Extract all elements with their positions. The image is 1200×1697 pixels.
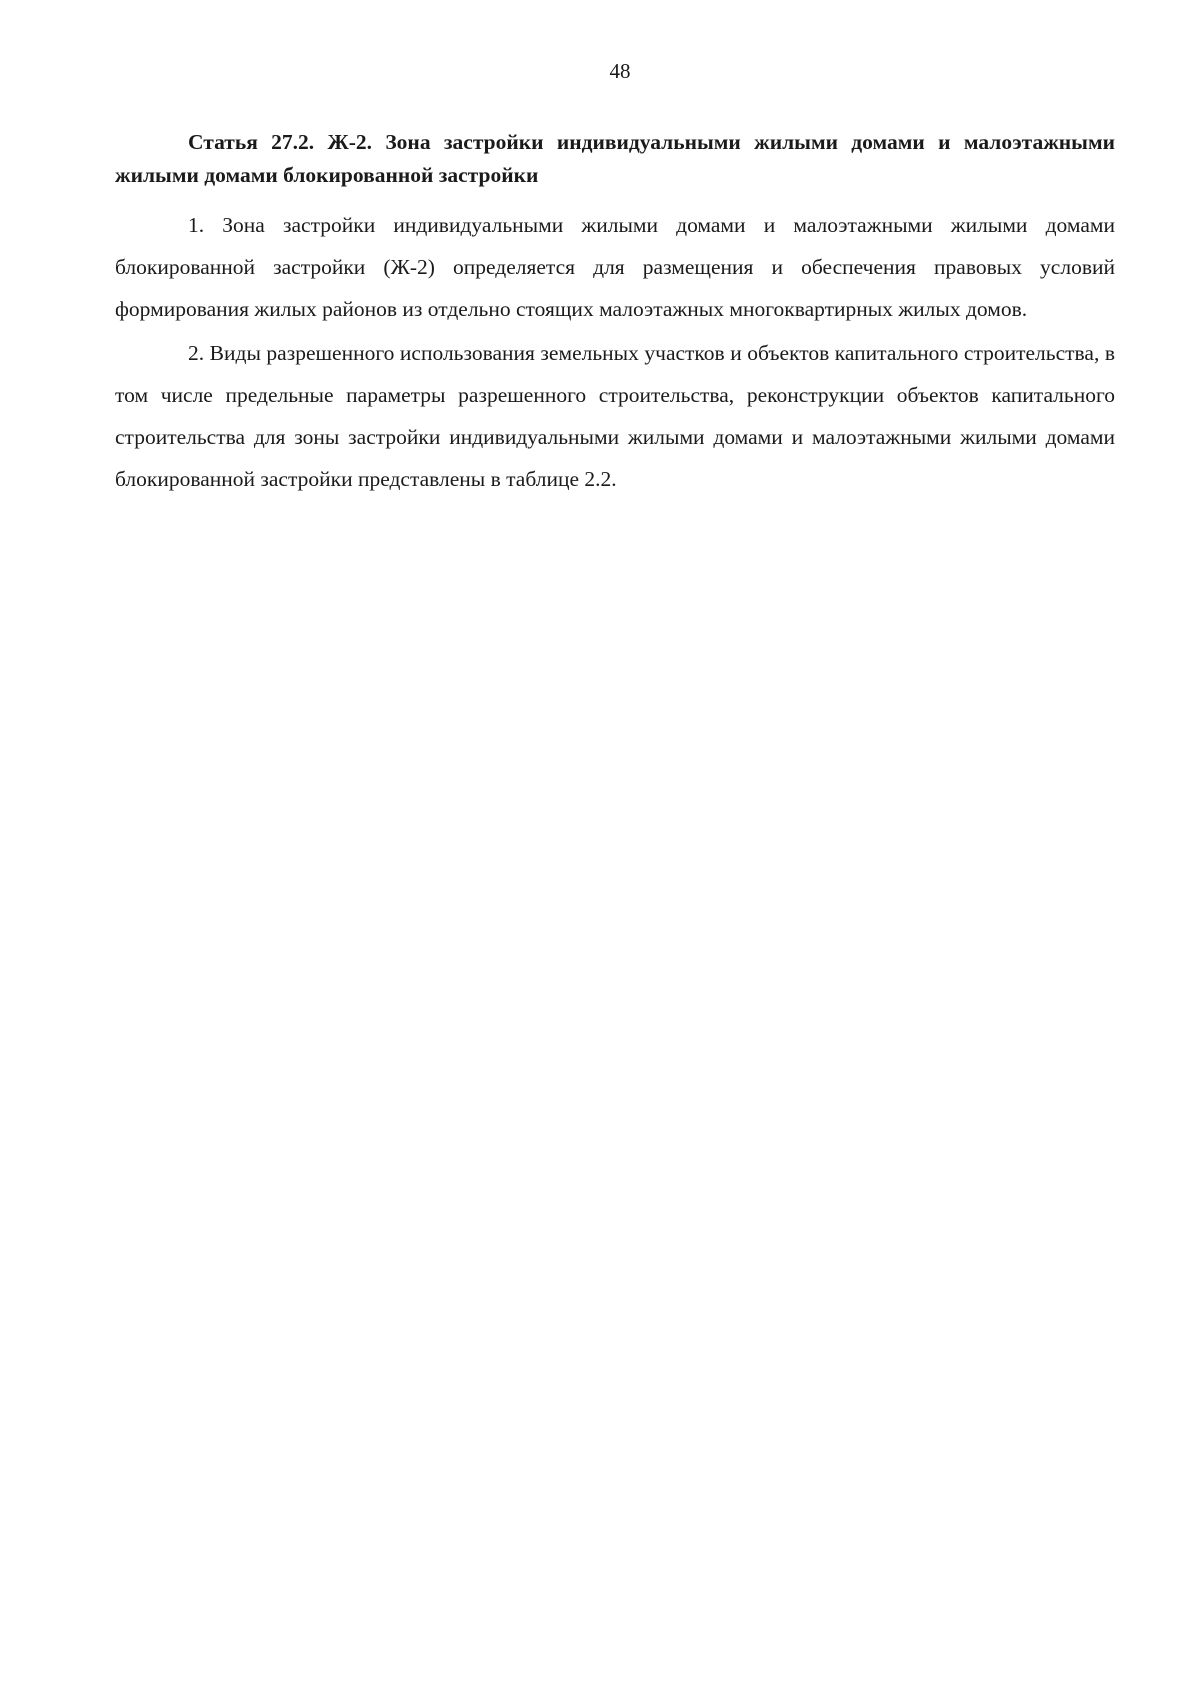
article-heading: Статья 27.2. Ж-2. Зона застройки индивидуальными жилыми домами и малоэтажными жилыми домами блокированной застройки [115,130,1115,187]
document-body [115,126,1115,500]
paragraph-2: 2. Виды разрешенного использования земельных участков и объектов капитального строительства, в том числе предельные параметры разрешенного строительства, реконструкции объектов капитального строительства для зоны застройки индивидуальными жилыми домами и малоэтажными жилыми домами блокированной застройки представлены в таблице 2.2. [115,341,1115,491]
page-number: 48 [609,59,631,83]
paragraph-1: 1. Зона застройки индивидуальными жилыми домами и малоэтажными жилыми домами блокированной застройки (Ж-2) определяется для размещения и обеспечения правовых условий формирования жилых районов из отдельно стоящих малоэтажных многоквартирных жилых домов. [115,213,1115,321]
